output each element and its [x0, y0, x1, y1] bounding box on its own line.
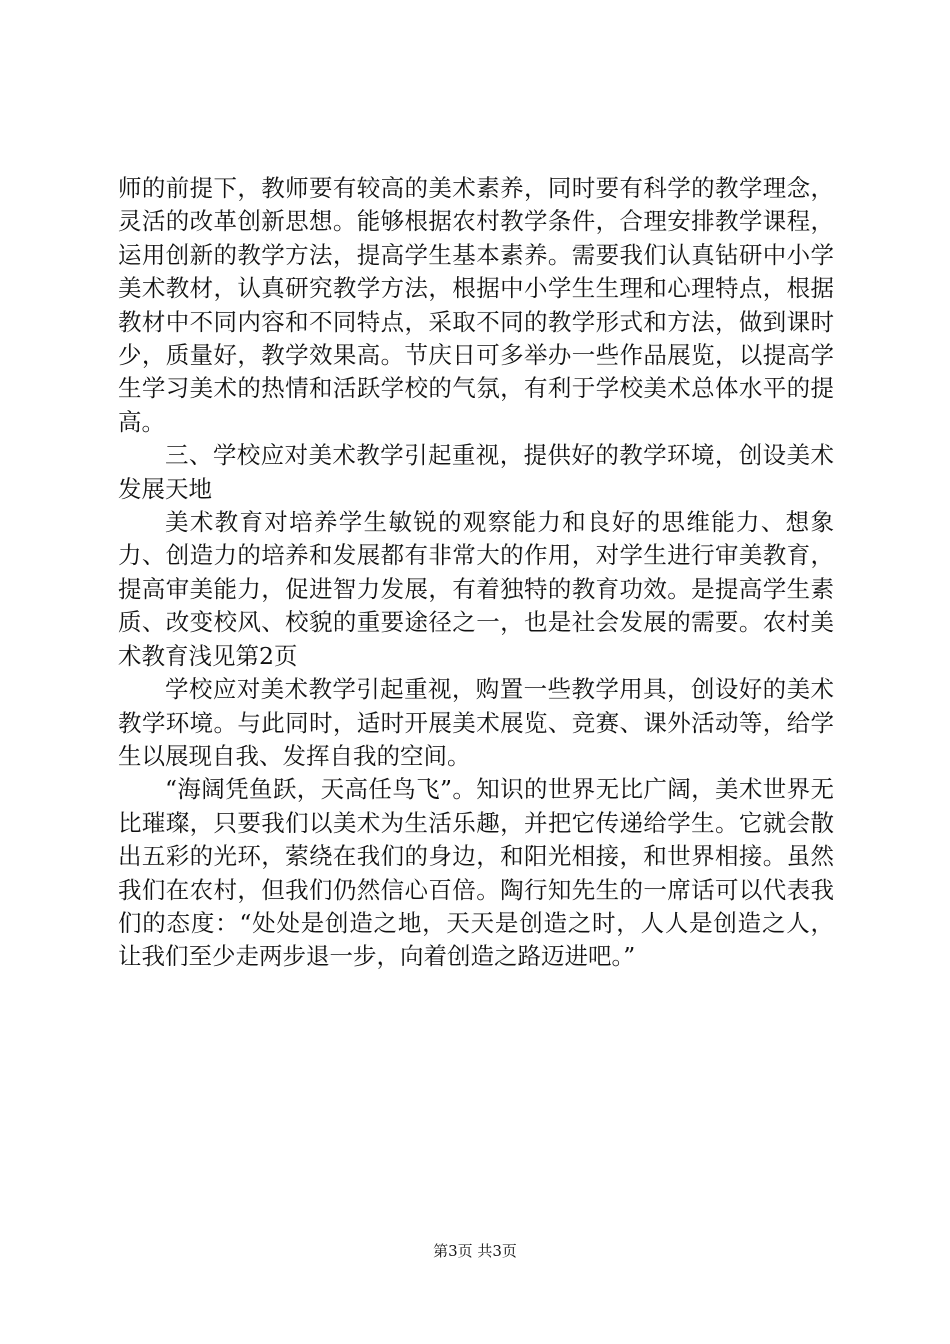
section-heading: 三、学校应对美术教学引起重视，提供好的教学环境，创设美术发展天地 [118, 441, 834, 503]
paragraph: 学校应对美术教学引起重视，购置一些教学用具，创设好的美术教学环境。与此同时，适时开展美术展览、竞赛、课外活动等，给学生以展现自我、发挥自我的空间。 [118, 675, 834, 770]
paragraph: “海阔凭鱼跃，天高任鸟飞”。知识的世界无比广阔，美术世界无比璀璨，只要我们以美术为生活乐趣，并把它传递给学生。它就会散出五彩的光环，萦绕在我们的身边，和阳光相接，和世界相接。虽然我们在农村，但我们仍然信心百倍。陶行知先生的一席话可以代表我们的态度：“处处是创造之地，天天是创造之时，人人是创造之人，让我们至少走两步退一步，向着创造之路迈进吧。” [118, 775, 834, 971]
paragraph: 美术教育对培养学生敏锐的观察能力和良好的思维能力、想象力、创造力的培养和发展都有非常大的作用，对学生进行审美教育，提高审美能力，促进智力发展，有着独特的教育功效。是提高学生素质、改变校风、校貌的重要途径之一，也是社会发展的需要。农村美术教育浅见第2页 [118, 508, 834, 670]
document-body [118, 172, 834, 974]
paragraph-continuation: 师的前提下，教师要有较高的美术素养，同时要有科学的教学理念，灵活的改革创新思想。能够根据农村教学条件，合理安排教学课程，运用创新的教学方法，提高学生基本素养。需要我们认真钻研中小学美术教材，认真研究教学方法，根据中小学生生理和心理特点，根据教材中不同内容和不同特点，采取不同的教学形式和方法，做到课时少，质量好，教学效果高。节庆日可多举办一些作品展览，以提高学生学习美术的热情和活跃学校的气氛，有利于学校美术总体水平的提高。 [118, 174, 834, 436]
page-footer: 第3页 共3页 [433, 1242, 517, 1260]
